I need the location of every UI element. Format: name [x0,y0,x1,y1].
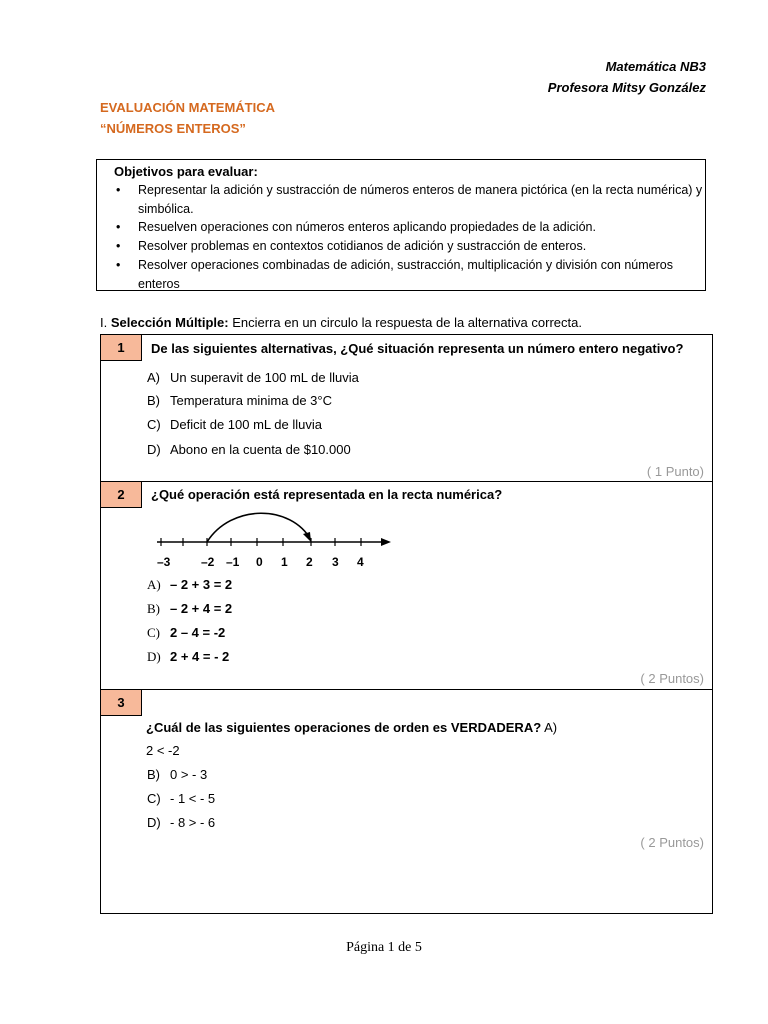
option-label: B) [147,393,160,408]
option-label: D) [147,442,161,457]
page-number: Página 1 de 5 [346,940,422,955]
objective-item: • Representar la adición y sustracción de números enteros de manera pictórica (en la recta numérica) y simbólica. [114,181,705,218]
option-text: 2 + 4 = - 2 [170,649,230,664]
objectives-box [96,159,706,291]
option-text: - 1 < - 5 [170,791,216,806]
subject-label: Matemática NB3 [605,59,706,74]
option-label: C) [147,417,161,432]
question-3-option-c[interactable] [147,791,215,806]
section-prefix: I. [100,315,108,330]
option-text: – 2 + 4 = 2 [170,601,233,616]
question-3-row [101,690,712,913]
question-2-text: ¿Qué operación está representada en la recta numérica? [151,487,503,502]
questions-table [100,334,713,914]
tick-label: –3 [157,555,171,569]
section-heading [100,315,582,330]
option-text: 2 – 4 = -2 [170,625,226,640]
objective-item: • Resuelven operaciones con números enteros aplicando propiedades de la adición. [114,218,705,237]
question-1-option-b[interactable] [147,393,332,408]
question-number: 3 [101,690,142,716]
question-2-option-c[interactable] [147,625,225,641]
option-label: A) [147,370,160,385]
option-text: Un superavit de 100 mL de lluvia [170,370,359,385]
question-3-option-b[interactable] [147,767,207,782]
option-label: D) [147,649,161,664]
question-1-row [101,335,712,482]
tick-label: –1 [226,555,240,569]
question-number: 1 [101,335,142,361]
tick-label: 0 [256,555,263,569]
objective-item: • Resolver problemas en contextos cotidianos de adición y sustracción de enteros. [114,237,705,256]
option-text: Deficit de 100 mL de lluvia [170,417,322,432]
objectives-heading: Objetivos para evaluar: [114,164,258,179]
question-2-row [101,482,712,690]
question-2-option-b[interactable] [147,601,232,617]
question-1-option-d[interactable] [147,442,351,457]
option-label: D) [147,815,161,830]
option-text: Abono en la cuenta de $10.000 [170,442,351,457]
option-text: Temperatura minima de 3°C [170,393,332,408]
question-3-option-a[interactable] [146,743,180,758]
question-1-option-c[interactable] [147,417,322,432]
tick-label: 4 [357,555,364,569]
question-2-option-a[interactable] [147,577,232,593]
option-text: – 2 + 3 = 2 [170,577,233,592]
tick-label: 2 [306,555,313,569]
question-3-text-block [146,720,557,735]
option-text: 2 < -2 [146,743,180,758]
number-line-arrowhead [381,538,391,546]
tick-label: –2 [201,555,215,569]
question-3-option-a-label[interactable]: A) [544,720,558,735]
tick-label: 1 [281,555,288,569]
option-text: - 8 > - 6 [170,815,216,830]
jump-arrowhead [303,532,311,542]
evaluation-title: EVALUACIÓN MATEMÁTICA [100,100,276,115]
jump-arc [207,513,311,542]
section-instruction: Encierra en un circulo la respuesta de la alternativa correcta. [232,315,582,330]
question-1-text: De las siguientes alternativas, ¿Qué situación representa un número entero negativo? [151,341,684,356]
option-label: A) [147,577,161,592]
question-3-text: ¿Cuál de las siguientes operaciones de orden es VERDADERA? [146,720,542,735]
teacher-label: Profesora Mitsy González [547,80,706,95]
option-label: C) [147,791,161,806]
number-line [151,510,401,580]
question-1-option-a[interactable] [147,370,359,385]
option-text: 0 > - 3 [170,767,208,782]
section-label: Selección Múltiple: [110,315,229,330]
question-number: 2 [101,482,142,508]
objective-item: • Resolver operaciones combinadas de adición, sustracción, multiplicación y división con números enteros [114,256,705,293]
question-1-points: ( 1 Punto) [646,464,704,479]
option-label: B) [147,601,160,616]
question-3-option-d[interactable] [147,815,215,830]
question-3-points: ( 2 Puntos) [640,835,704,850]
option-label: C) [147,625,160,640]
option-label: B) [147,767,160,782]
objectives-list [114,181,705,293]
tick-label: 3 [332,555,339,569]
evaluation-subtitle: “NÚMEROS ENTEROS” [100,121,246,136]
question-2-option-d[interactable] [147,649,229,665]
question-2-points: ( 2 Puntos) [640,671,704,686]
